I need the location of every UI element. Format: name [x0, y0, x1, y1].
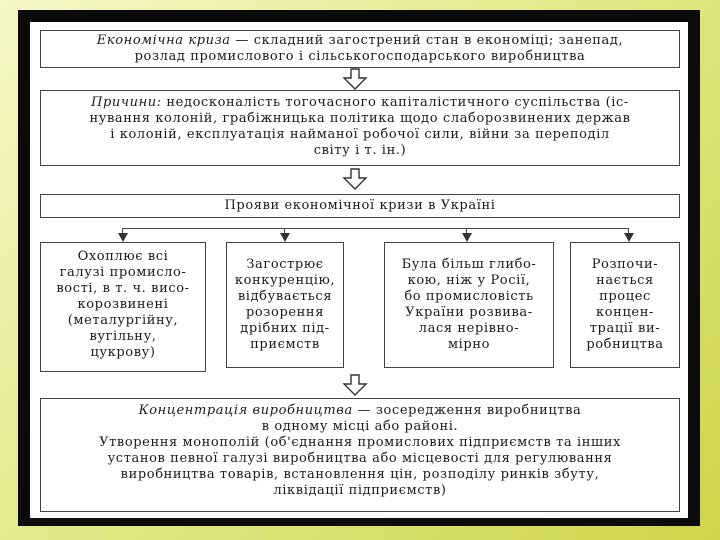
concentration-line-6: ліквідації підприємств): [273, 483, 447, 498]
manifestation-3-line: мірно: [447, 337, 491, 352]
causes-line-3: і колоній, експлуатація найманої робочої сили, війни за переподіл: [110, 127, 610, 142]
manifestation-3-line: кою, ніж у Росії,: [407, 273, 531, 288]
concentration-text-1: — зосередження виробництва: [352, 403, 582, 418]
concentration-line-2: в одному місці або районі.: [261, 419, 459, 434]
manifestation-box-1: [40, 242, 206, 372]
arrow-down-icon: [118, 233, 128, 242]
manifestation-4-line: процес: [599, 289, 651, 304]
manifestation-1-line: Охоплює всі: [77, 249, 169, 264]
manifestation-2-line: розорення: [245, 305, 324, 320]
manifestation-box-4: [570, 242, 680, 368]
manifestation-2-line: відбувається: [237, 289, 333, 304]
arrow-down-icon: [280, 233, 290, 242]
manifestation-4-line: трації ви-: [589, 321, 661, 336]
causes-line-4: світу і т. ін.): [313, 143, 407, 158]
definition-box: [40, 30, 680, 68]
manifestation-box-2: [226, 242, 344, 368]
hollow-down-arrow-icon: [342, 374, 368, 396]
manifestation-1-line: корозвинені: [77, 297, 169, 312]
arrow-down-icon: [624, 233, 634, 242]
manifestation-4-line: Розпочи-: [591, 257, 659, 272]
manifestation-2-line: дрібних під-: [240, 321, 330, 336]
manifestation-1-line: вугільну,: [89, 329, 157, 344]
manifestation-2-line: конкуренцію,: [234, 273, 336, 288]
hollow-down-arrow-icon: [342, 168, 368, 190]
concentration-term: Концентрація виробництва: [138, 403, 353, 418]
manifestation-4-line: нається: [596, 273, 654, 288]
causes-text-1: недосконалість тогочасного капіталістичного суспільства (іс-: [161, 95, 629, 110]
manifestation-2-line: Загострює: [246, 257, 324, 272]
manifestations-title-box: [40, 194, 680, 218]
manifestation-box-3: [384, 242, 554, 368]
manifestations-title: Прояви економічної кризи в Україні: [224, 198, 496, 213]
causes-term: Причини:: [91, 95, 162, 110]
causes-line-1: [41, 95, 679, 111]
concentration-line-1: [41, 403, 679, 419]
definition-line-2: розлад промислового і сільськогосподарського виробництва: [134, 49, 586, 64]
manifestation-1-line: (металургійну,: [67, 313, 179, 328]
causes-line-2: нування колоній, грабіжницька політика щодо слаборозвинених держав: [89, 111, 631, 126]
manifestation-1-line: галузі промисло-: [59, 265, 187, 280]
arrow-down-icon: [462, 233, 472, 242]
manifestation-1-line: цукрову): [90, 345, 156, 360]
manifestation-3-line: Була більш глибо-: [401, 257, 537, 272]
concentration-line-3: Утворення монополій (об'єднання промислових підприємств та інших: [99, 435, 621, 450]
concentration-line-5: виробництва товарів, встановлення цін, розподілу ринків збуту,: [120, 467, 600, 482]
manifestation-3-line: бо промисловість: [404, 289, 534, 304]
manifestation-3-line: України розвива-: [405, 305, 533, 320]
manifestation-4-line: робництва: [586, 337, 664, 352]
definition-term: Економічна криза: [96, 33, 231, 48]
manifestation-1-line: вості, в т. ч. висо-: [56, 281, 190, 296]
branch-connector-line: [122, 228, 628, 229]
definition-line-1: [41, 33, 679, 49]
manifestation-2-line: приємств: [250, 337, 320, 352]
manifestation-4-line: концен-: [596, 305, 654, 320]
concentration-box: [40, 398, 680, 512]
concentration-line-4: установ певної галузі виробництва або місцевості для регулювання: [107, 451, 613, 466]
definition-text-1: — складний загострений стан в економіці; занепад,: [230, 33, 624, 48]
causes-box: [40, 90, 680, 166]
manifestation-3-line: лася нерівно-: [418, 321, 520, 336]
hollow-down-arrow-icon: [342, 68, 368, 90]
diagram-page: [30, 22, 688, 518]
